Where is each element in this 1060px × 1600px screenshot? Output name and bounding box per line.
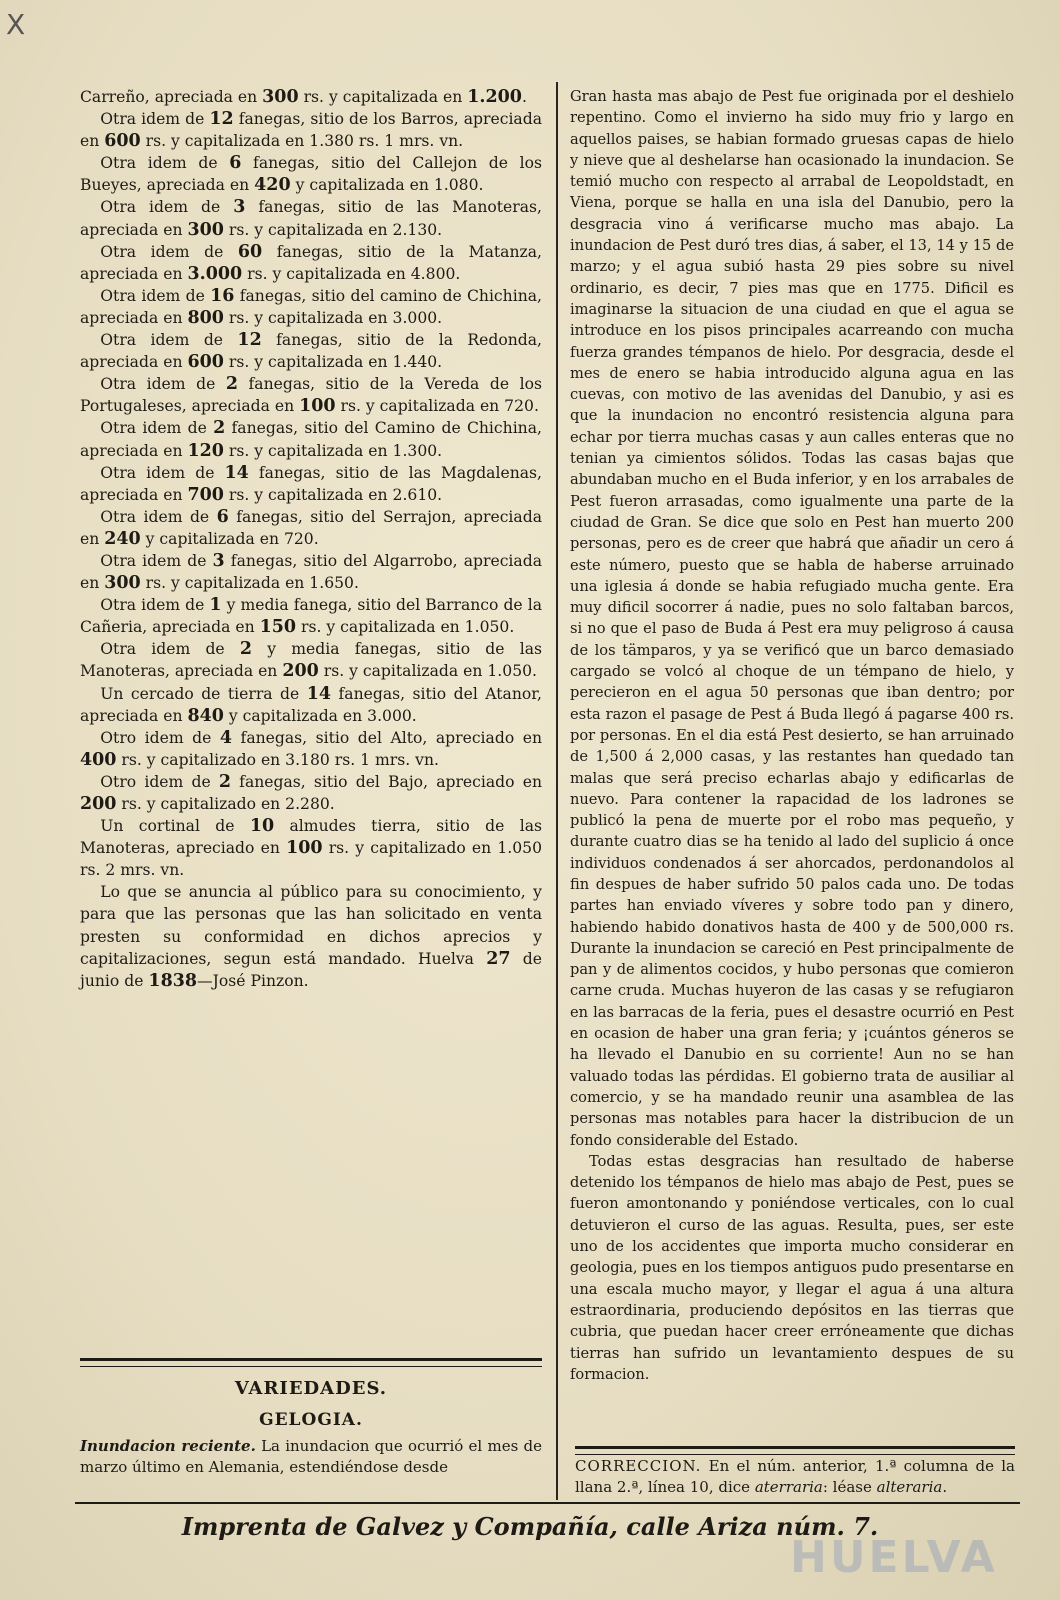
listing-number: 60 bbox=[237, 241, 263, 262]
listing-text: —José Pinzon. bbox=[197, 971, 309, 990]
listing-entry bbox=[80, 152, 542, 196]
listing-number: 120 bbox=[187, 440, 224, 461]
listing-text: fanegas, sitio del Bajo, apreciado en bbox=[231, 772, 542, 791]
listing-number: 6 bbox=[216, 506, 229, 527]
listing-number: 240 bbox=[104, 528, 141, 549]
listing-text: Otra idem de bbox=[100, 331, 238, 350]
listing-text: rs. y capitalizada en bbox=[298, 88, 468, 106]
listing-entry bbox=[80, 727, 542, 771]
correccion-note bbox=[575, 1456, 1015, 1498]
listing-entry bbox=[80, 241, 542, 285]
listing-number: 12 bbox=[237, 330, 262, 351]
listing-text: y media fanega, sitio del Barranco de la Cañeria, apreciada en bbox=[80, 596, 542, 637]
listing-text: rs. y capitalizada en 3.000. bbox=[223, 308, 443, 327]
listing-text: fanegas, sitio de las Manoteras, apreciada en bbox=[80, 198, 542, 239]
listing-number: 10 bbox=[249, 816, 275, 837]
gelogia-lead: Inundacion reciente. bbox=[80, 1437, 256, 1455]
listing-number: 6 bbox=[229, 153, 242, 174]
listing-number: 300 bbox=[104, 573, 141, 594]
listing-text: de junio de bbox=[80, 949, 542, 990]
listing-text: rs. y capitalizado en 3.180 rs. 1 mrs. vn. bbox=[116, 750, 439, 769]
listing-number: 4 bbox=[219, 727, 233, 748]
listing-number: 700 bbox=[187, 484, 224, 505]
listing-text: rs. y capitalizado en 2.280. bbox=[116, 795, 335, 813]
listing-text: fanegas, sitio de la Vereda de los Portugaleses, apreciada en bbox=[80, 375, 542, 416]
listing-number: 200 bbox=[80, 794, 117, 814]
listing-text: Otra idem de bbox=[100, 596, 210, 615]
listing-text: Otra idem de bbox=[100, 375, 226, 394]
section-heading-gelogia: GELOGIA. bbox=[259, 1410, 363, 1430]
section-heading-variedades: VARIEDADES. bbox=[234, 1378, 388, 1399]
listing-entry bbox=[80, 594, 542, 638]
listing-text: Un cortinal de bbox=[100, 817, 250, 836]
listing-text: Otra idem de bbox=[100, 154, 230, 173]
listing-text: rs. y capitalizada en 1.300. bbox=[223, 441, 443, 460]
listing-number: 600 bbox=[187, 352, 224, 373]
listing-entry bbox=[80, 462, 542, 506]
correccion-text: En el núm. anterior, 1.ª columna de la llana 2.ª, línea 10, dice bbox=[575, 1457, 1015, 1496]
listing-number: 14 bbox=[224, 462, 249, 483]
right-column bbox=[570, 86, 1014, 1385]
listing-text: Otra idem de bbox=[100, 110, 210, 129]
article-paragraph: Gran hasta mas abajo de Pest fue originada por el deshielo repentino. Como el invierno ha sido muy frio y largo en aquellos paises, se habian formado gruesas capas de hielo y nieve que al deshelarse han ocasionado la inundacion. Se temió mucho con respecto al arrabal de Leopoldstadt, en Viena, porque se halla en una isla del Danubio, pero la desgracia vino á verificarse mucho mas abajo. La inundacion de Pest duró tres dias, á saber, el 13, 14 y 15 de marzo; y el agua subió hasta 29 pies sobre su nivel ordinario, es decir, 7 pies mas que en 1775. Dificil es imaginarse la situacion de una ciudad en que el agua se introduce en los pisos principales acarreando con mucha fuerza grandes témpanos de hielo. Por desgracia, desde el mes de enero se habia introducido alguna agua en las cuevas, con motivo de las avenidas del Danubio, y asi es que la inundacion no encontró resistencia alguna para echar por tierra muchas casas y aun calles enteras que no tenian ya cimientos sólidos. Todas las casas bajas que abundaban mucho en el Buda inferior, y en los arrabales de Pest fueron arrasadas, como igualmente una parte de la ciudad de Gran. Se dice que solo en Pest han muerto 200 personas, pero es de creer que habrá que añadir un cero á este número, puesto que se habla de haberse arruinado una iglesia á donde se habia refugiado mucha gente. Era muy dificil socorrer á nadie, pues no solo faltaban barcos, si no que el paso de Buda á Pest era muy peligroso á causa de los tämparos, y ya se verificó que un barco demasiado cargado se volcó al choque de un témpano de hielo, y perecieron en el agua 50 personas que iban dentro; por esta razon el pasage de Pest á Buda llegó á pagarse 400 rs. por personas. En el dia está Pest desierto, se han arruinado de 1,500 á 2,000 casas, y las restantes han quedado tan malas que será preciso echarlas abajo y edificarlas de nuevo. Para contener la rapacidad de los ladrones se publicó la pena de muerte por el robo mas pequeño, y durante cuatro dias se ha tenido al lado del suplicio á once individuos condenados á ser ahorcados, perdonandolos al fin despues de haber sufrido 50 palos cada uno. De todas partes han enviado víveres y sobre todo pan y dinero, habiendo habido donativos hasta de 400 y de 500,000 rs. Durante la inundacion se careció en Pest principalmente de pan y de alimentos cocidos, y hubo personas que comieron carne cruda. Muchas huyeron de las casas y se refugiaron en las barracas de la feria, pues el desastre ocurrió en Pest en ocasion de haber una gran feria; y ¡cuántos géneros se ha llevado el Danubio en su corriente! Aun no se han valuado todas las pérdidas. El gobierno trata de ausiliar al comercio, y se ha mandado reunir una asamblea de las personas mas notables para hacer la distribucion de un fondo considerable del Estado. bbox=[570, 88, 1014, 1149]
listing-entry bbox=[80, 638, 542, 682]
listing-text: Otra idem de bbox=[100, 463, 225, 482]
gelogia-intro-text: La inundacion que ocurrió el mes de marzo último en Alemania, estendiéndose desde bbox=[80, 1437, 542, 1476]
listing-number: 3 bbox=[233, 197, 246, 218]
listing-text: fanegas, sitio del Serrajon, apreciada en bbox=[80, 507, 542, 548]
corner-handwritten-mark: X bbox=[6, 8, 26, 41]
printer-imprint: Imprenta de Galvez y Compañía, calle Ariza núm. 7. bbox=[181, 1512, 879, 1541]
listing-entry bbox=[80, 329, 542, 373]
gelogia-intro bbox=[80, 1436, 542, 1478]
listing-text: Carreño, apreciada en bbox=[80, 88, 263, 106]
listing-text: Otra idem de bbox=[100, 198, 234, 217]
listing-text: y capitalizada en 1.080. bbox=[290, 176, 484, 195]
listing-number: 1838 bbox=[148, 970, 198, 991]
listing-text: Otra idem de bbox=[100, 551, 213, 570]
listing-entry bbox=[80, 881, 542, 991]
listing-text: fanegas, sitio del Atanor, apreciada en bbox=[80, 684, 542, 725]
listing-number: 150 bbox=[259, 617, 297, 638]
listing-text: Lo que se anuncia al público para su conocimiento, y para que las personas que las han solicitado en venta presten su conformidad en dichos aprecios y capitalizaciones, segun está mandado. Huelva bbox=[80, 883, 542, 968]
listing-text: rs. y capitalizada en 1.050. bbox=[296, 618, 515, 637]
correccion-mid: : léase bbox=[822, 1478, 872, 1496]
listing-number: 27 bbox=[486, 948, 511, 969]
listing-number: 1.200 bbox=[467, 87, 522, 107]
listing-entry bbox=[80, 86, 542, 108]
listing-number: 100 bbox=[299, 396, 336, 417]
listing-entry bbox=[80, 373, 542, 417]
listing-entry bbox=[80, 815, 542, 881]
correccion-end: . bbox=[942, 1478, 948, 1496]
listing-number: 2 bbox=[213, 418, 226, 439]
column-divider bbox=[556, 82, 558, 1500]
section-rule-left bbox=[80, 1358, 542, 1367]
listing-text: fanegas, sitio de las Magdalenas, apreciada en bbox=[80, 463, 542, 504]
listing-text: Otra idem de bbox=[100, 242, 238, 261]
listing-text: fanegas, sitio de los Barros, apreciada en bbox=[80, 110, 543, 151]
listing-number: 300 bbox=[262, 87, 299, 107]
listing-text: rs. y capitalizada en 1.380 rs. 1 mrs. vn. bbox=[140, 132, 464, 151]
listing-text: fanegas, sitio del Callejon de los Bueyes, apreciada en bbox=[80, 154, 543, 195]
listing-number: 600 bbox=[104, 131, 141, 152]
listing-text: fanegas, sitio del camino de Chichina, apreciada en bbox=[80, 286, 542, 327]
listing-number: 800 bbox=[187, 307, 224, 328]
correccion-right-word: alteraria bbox=[876, 1478, 943, 1496]
listing-text: fanegas, sitio de la Matanza, apreciada en bbox=[80, 242, 542, 283]
listing-number: 16 bbox=[210, 285, 235, 306]
listing-text: almudes tierra, sitio de las Manoteras, apreciado en bbox=[80, 817, 542, 858]
listing-number: 420 bbox=[254, 175, 291, 196]
listing-number: 2 bbox=[218, 771, 232, 792]
footer-rule bbox=[75, 1502, 1020, 1505]
listing-entry bbox=[80, 771, 542, 815]
listing-entry bbox=[80, 285, 542, 329]
listing-text: fanegas, sitio del Algarrobo, apreciada en bbox=[80, 551, 542, 593]
correccion-label: CORRECCION. bbox=[575, 1457, 702, 1475]
listing-number: 2 bbox=[225, 374, 238, 395]
listing-text: rs. y capitalizado en 1.050 rs. 2 mrs. vn. bbox=[80, 839, 542, 880]
listing-text: rs. y capitalizada en 1.440. bbox=[223, 353, 443, 372]
section-rule-right bbox=[575, 1446, 1015, 1455]
listing-text: rs. y capitalizada en 1.650. bbox=[140, 574, 359, 593]
listing-text: Otra idem de bbox=[100, 286, 211, 305]
listing-entry bbox=[80, 108, 542, 152]
listing-text: Otra idem de bbox=[100, 419, 214, 438]
listing-text: rs. y capitalizada en 2.610. bbox=[223, 485, 443, 504]
listing-number: 3.000 bbox=[187, 263, 243, 284]
listing-text: rs. y capitalizada en 2.130. bbox=[223, 220, 443, 239]
listing-text: fanegas, sitio del Camino de Chichina, apreciada en bbox=[80, 419, 542, 460]
listing-text: rs. y capitalizada en 4.800. bbox=[242, 264, 461, 283]
listing-text: fanegas, sitio del Alto, apreciado en bbox=[232, 728, 542, 747]
listing-number: 300 bbox=[187, 219, 224, 240]
listing-number: 2 bbox=[239, 639, 253, 660]
listing-number: 200 bbox=[282, 661, 319, 682]
listing-number: 12 bbox=[209, 109, 234, 130]
listing-entry bbox=[80, 683, 542, 727]
listing-text: rs. y capitalizada en 720. bbox=[335, 397, 539, 416]
listing-number: 840 bbox=[187, 705, 224, 726]
listing-text: . bbox=[521, 88, 527, 106]
listing-text: rs. y capitalizada en 1.050. bbox=[318, 662, 537, 681]
left-column bbox=[80, 86, 542, 992]
listing-text: Un cercado de tierra de bbox=[100, 684, 307, 703]
listing-text: Otro idem de bbox=[100, 728, 220, 747]
listing-number: 1 bbox=[209, 595, 222, 616]
listing-text: Otra idem de bbox=[100, 507, 217, 526]
listing-text: y media fanegas, sitio de las Manoteras, apreciada en bbox=[80, 640, 542, 681]
listing-number: 3 bbox=[212, 550, 225, 571]
listing-entry bbox=[80, 550, 542, 594]
archive-watermark: HUELVA bbox=[790, 1532, 998, 1583]
listing-number: 400 bbox=[80, 749, 117, 770]
listing-text: y capitalizada en 3.000. bbox=[223, 706, 417, 725]
correccion-wrong-word: aterraria bbox=[754, 1478, 823, 1496]
listing-entry bbox=[80, 506, 542, 550]
listing-entry bbox=[80, 417, 542, 461]
listing-text: fanegas, sitio de la Redonda, apreciada en bbox=[80, 331, 542, 372]
listing-number: 14 bbox=[306, 683, 332, 704]
listing-text: y capitalizada en 720. bbox=[140, 529, 319, 548]
listing-text: Otro idem de bbox=[100, 772, 219, 791]
listing-text: Otra idem de bbox=[100, 640, 240, 659]
listing-entry bbox=[80, 196, 542, 240]
article-paragraph: Todas estas desgracias han resultado de haberse detenido los témpanos de hielo mas abajo de Pest, pues se fueron amontonando y poniéndose verticales, con lo cual detuvieron el curso de las aguas. Resulta, pues, ser este uno de los accidentes que importa mucho considerar en geologia, pues en los tiempos antiguos pudo presentarse en una escala mucho mayor, y llegar el agua á una altura estraordinaria, produciendo depósitos en las tierras que cubria, que puedan hacer creer erróneamente que dichas tierras han sufrido un levantamiento despues de su formacion. bbox=[570, 1152, 1014, 1383]
listing-number: 100 bbox=[286, 838, 323, 859]
